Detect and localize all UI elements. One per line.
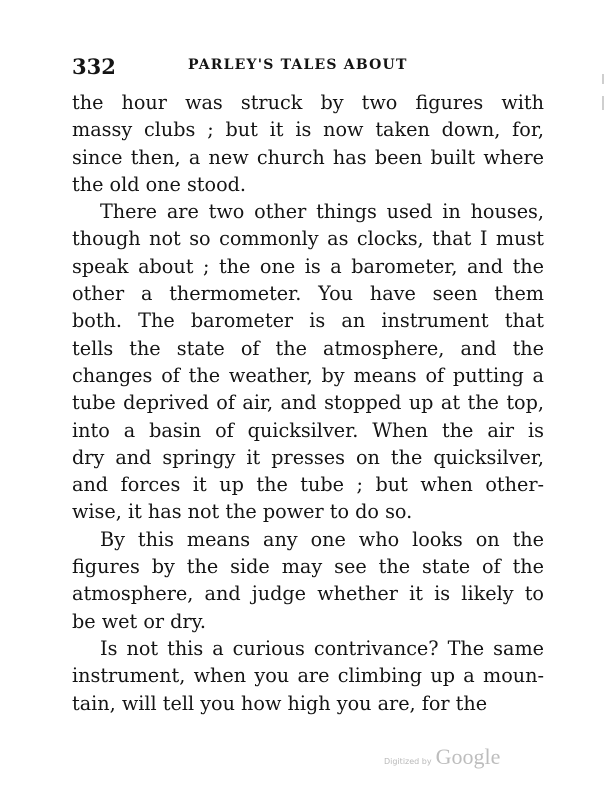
text-line: other a thermometer. You have seen them bbox=[72, 282, 544, 306]
text-line: dry and springy it presses on the quicksilver, bbox=[72, 445, 544, 469]
text-line: There are two other things used in houses, bbox=[100, 200, 544, 224]
paragraph bbox=[72, 198, 544, 526]
paragraph bbox=[72, 526, 544, 635]
text-line: By this means any one who looks on the bbox=[100, 527, 544, 551]
text-line: tells the state of the atmosphere, and the bbox=[72, 336, 544, 360]
text-line: since then, a new church has been built where bbox=[72, 145, 544, 169]
text-line: figures by the side may see the state of the bbox=[72, 555, 544, 579]
page-edge-mark bbox=[602, 96, 604, 110]
text-line: speak about ; the one is a barometer, and the bbox=[72, 254, 544, 278]
page-number: 332 bbox=[72, 54, 116, 79]
running-title: PARLEY'S TALES ABOUT bbox=[188, 57, 408, 73]
text-line: into a basin of quicksilver. When the air is bbox=[72, 418, 544, 442]
text-line: wise, it has not the power to do so. bbox=[72, 500, 413, 524]
paragraph bbox=[72, 635, 544, 717]
text-line: tube deprived of air, and stopped up at the top, bbox=[72, 391, 544, 415]
text-line: and forces it up the tube ; but when other- bbox=[72, 473, 544, 497]
page-edge-mark bbox=[602, 74, 604, 84]
text-line: Is not this a curious contrivance? The same bbox=[100, 636, 544, 660]
paragraph bbox=[72, 89, 544, 198]
text-line: both. The barometer is an instrument that bbox=[72, 309, 544, 333]
text-line: instrument, when you are climbing up a moun- bbox=[72, 664, 544, 688]
digitized-by-google-watermark bbox=[384, 744, 500, 770]
text-line: changes of the weather, by means of putting a bbox=[72, 363, 544, 387]
text-line: be wet or dry. bbox=[72, 609, 206, 633]
text-line: the hour was struck by two figures with bbox=[72, 91, 544, 114]
page-header bbox=[72, 54, 544, 84]
google-logo: Google bbox=[435, 744, 501, 769]
body-text bbox=[72, 89, 544, 717]
text-line: the old one stood. bbox=[72, 172, 246, 196]
text-line: atmosphere, and judge whether it is likely to bbox=[72, 582, 544, 606]
text-line: tain, will tell you how high you are, for the bbox=[72, 691, 488, 715]
watermark-prefix: Digitized by bbox=[384, 757, 432, 766]
text-line: massy clubs ; but it is now taken down, for, bbox=[72, 118, 544, 142]
text-line: though not so commonly as clocks, that I must bbox=[72, 227, 544, 251]
